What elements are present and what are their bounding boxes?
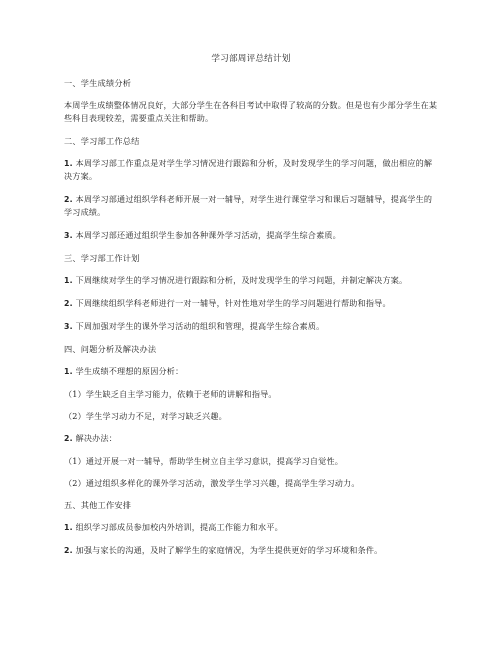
list-item [64, 432, 438, 445]
item-number: 1. [64, 276, 73, 285]
section-heading: 三、学习部工作计划 [64, 253, 140, 263]
list-item [64, 157, 438, 183]
sub-item: （1）学生缺乏自主学习能力，依赖于老师的讲解和指导。 [64, 389, 277, 399]
list-item [64, 320, 438, 333]
item-number: 2. [64, 546, 73, 555]
list-item [64, 297, 438, 310]
item-text: 下周继续组织学科老师进行一对一辅导，针对性地对学生的学习问题进行帮助和指导。 [75, 298, 391, 308]
sub-item: （2）学生学习动力不足，对学习缺乏兴趣。 [64, 411, 227, 421]
document-title: 学习部周评总结计划 [211, 54, 291, 64]
item-text: 下周加强对学生的课外学习活动的组织和管理，提高学生综合素质。 [75, 321, 325, 331]
item-text: 本周学习部工作重点是对学生学习情况进行跟踪和分析，及时发现学生的学习问题，做出相应的解决方案。 [64, 158, 433, 181]
item-text: 本周学习部还通过组织学生参加各种课外学习活动，提高学生综合素质。 [75, 230, 341, 240]
sub-item: （2）通过组织多样化的课外学习活动，激发学生学习兴趣，提高学生学习动力。 [64, 478, 360, 488]
item-number: 2. [64, 434, 73, 443]
section-heading: 四、问题分析及解决办法 [64, 344, 157, 354]
list-item [64, 274, 438, 287]
item-text: 解决办法： [75, 433, 118, 443]
section-paragraph: 本周学生成绩整体情况良好，大部分学生在各科目考试中取得了较高的分数。但是也有少部分学生在某些科目表现较差，需要重点关注和帮助。 [64, 100, 438, 123]
list-item [64, 365, 438, 378]
section-heading: 一、学生成绩分析 [64, 78, 132, 88]
item-number: 3. [64, 231, 73, 240]
item-number: 1. [64, 523, 73, 532]
list-item [64, 229, 438, 242]
item-number: 3. [64, 322, 73, 331]
item-number: 1. [64, 159, 73, 168]
section-heading: 二、学习部工作总结 [64, 136, 140, 146]
item-text: 下周继续对学生的学习情况进行跟踪和分析，及时发现学生的学习问题，并制定解决方案。 [75, 275, 408, 285]
item-number: 1. [64, 367, 73, 376]
item-text: 组织学习部成员参加校内外培训，提高工作能力和水平。 [75, 522, 283, 532]
item-text: 加强与家长的沟通，及时了解学生的家庭情况，为学生提供更好的学习环境和条件。 [75, 545, 383, 555]
section-heading: 五、其他工作安排 [64, 500, 132, 510]
sub-item: （1）通过开展一对一辅导，帮助学生树立自主学习意识，提高学习自觉性。 [64, 456, 344, 466]
item-text: 学生成绩不理想的原因分析： [75, 366, 184, 376]
list-item [64, 544, 438, 557]
item-number: 2. [64, 195, 73, 204]
list-item [64, 521, 438, 534]
list-item [64, 193, 438, 219]
item-text: 本周学习部通过组织学科老师开展一对一辅导，对学生进行课堂学习和课后习题辅导，提高学生的学习成绩。 [64, 194, 433, 217]
item-number: 2. [64, 299, 73, 308]
